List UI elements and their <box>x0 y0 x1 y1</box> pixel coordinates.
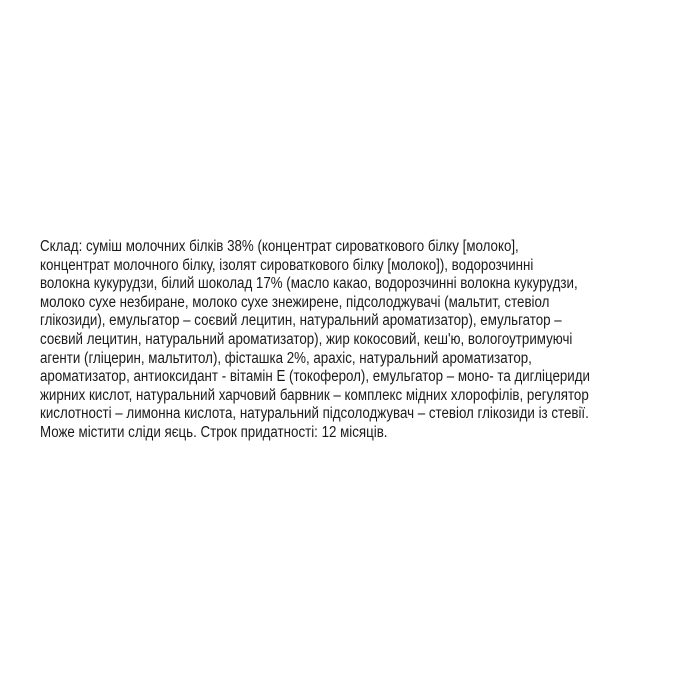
text-line: концентрат молочного білку, ізолят сироваткового білку [молоко]), водорозчинні <box>40 256 534 274</box>
text-line: глікозиди), емульгатор – соєвий лецитин, натуральний ароматизатор), емульгатор – <box>40 312 562 330</box>
text-line: Може містити сліди яєць. Строк придатності: 12 місяців. <box>40 423 388 441</box>
composition-text <box>40 238 680 443</box>
text-line: жирних кислот, натуральний харчовий барвник – комплекс мідних хлорофілів, регулятор <box>40 386 589 404</box>
text-line: агенти (гліцерин, мальтитол), фісташка 2%, арахіс, натуральний ароматизатор, <box>40 349 532 367</box>
text-line: кислотності – лимонна кислота, натуральний підсолоджувач – стевіол глікозиди із стевії. <box>40 405 589 423</box>
text-line: волокна кукурудзи, білий шоколад 17% (масло какао, водорозчинні волокна кукурудзи, <box>40 275 578 293</box>
text-line: Склад: суміш молочних білків 38% (концентрат сироваткового білку [молоко], <box>40 238 519 255</box>
text-line: ароматизатор, антиоксидант - вітамін Е (токоферол), емульгатор – моно- та дигліцериди <box>40 368 590 386</box>
text-line: молоко сухе незбиране, молоко сухе знежирене, підсолоджувачі (мальтит, стевіол <box>40 293 550 311</box>
text-line: соєвий лецитин, натуральний ароматизатор), жир кокосовий, кеш'ю, вологоутримуючі <box>40 330 573 348</box>
